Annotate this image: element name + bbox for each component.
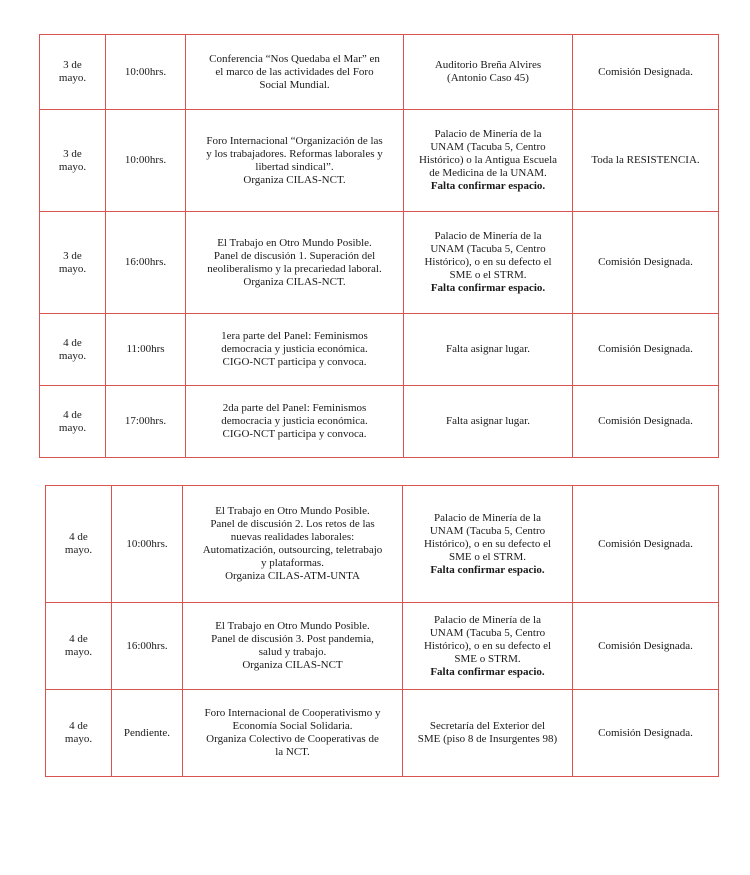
activity-text: Organiza CILAS-ATM-UNTA <box>225 570 360 582</box>
time-cell <box>106 212 186 314</box>
activity-text: y los trabajadores. Reformas laborales y <box>206 147 383 160</box>
responsible-cell <box>573 314 719 386</box>
responsible-text: Comisión Designada. <box>598 256 693 268</box>
date-text: mayo. <box>58 72 87 84</box>
date-text: 4 de <box>69 720 88 732</box>
schedule-row <box>40 386 719 458</box>
responsible-text: Comisión Designada. <box>598 726 693 739</box>
activity-text: Panel de discusión 1. Superación del <box>213 249 376 262</box>
place-cell <box>404 110 573 212</box>
activity-cell <box>186 314 404 386</box>
place-text: (Antonio Caso 45) <box>447 72 529 84</box>
place-text: Falta asignar lugar. <box>445 343 530 355</box>
date-cell <box>46 486 112 603</box>
responsible-text: Toda la RESISTENCIA. <box>591 154 700 166</box>
activity-text: salud y trabajo. <box>258 646 327 658</box>
time-text: 17:00hrs. <box>124 415 167 427</box>
time-text: 10:00hrs. <box>124 65 167 78</box>
date-text: mayo. <box>58 160 87 173</box>
time-text: 10:00hrs. <box>124 154 167 166</box>
place-note: Falta confirmar espacio. <box>430 282 546 294</box>
activity-text: Foro Internacional de Cooperativismo y <box>204 707 381 719</box>
time-text: Pendiente. <box>123 726 171 739</box>
activity-text: 1era parte del Panel: Feminismos <box>221 330 368 342</box>
place-text: UNAM (Tacuba 5, Centro <box>430 243 546 255</box>
activity-cell <box>183 486 403 603</box>
responsible-text: Comisión Designada. <box>598 415 693 427</box>
date-cell <box>40 110 106 212</box>
activity-cell <box>186 212 404 314</box>
place-cell <box>403 690 573 777</box>
place-text: Palacio de Minería de la <box>434 230 542 242</box>
place-note: Falta confirmar espacio. <box>430 665 545 678</box>
activity-text: nuevas realidades laborales: <box>230 531 355 543</box>
activity-text: la NCT. <box>275 746 310 758</box>
place-note: Falta confirmar espacio. <box>430 563 545 576</box>
date-text: 4 de <box>69 633 88 645</box>
responsible-text: Comisión Designada. <box>598 65 693 78</box>
date-text: 3 de <box>63 249 82 262</box>
date-text: mayo. <box>58 421 87 434</box>
place-cell <box>404 212 573 314</box>
activity-text: Organiza CILAS-NCT. <box>243 173 346 186</box>
date-text: 4 de <box>63 336 82 349</box>
date-text: 4 de <box>69 531 88 543</box>
time-cell <box>112 690 183 777</box>
schedule-table-1 <box>39 34 719 458</box>
activity-text: El Trabajo en Otro Mundo Posible. <box>215 505 370 517</box>
responsible-cell <box>573 386 719 458</box>
activity-text: libertad sindical”. <box>255 160 334 173</box>
activity-text: Economía Social Solidaria. <box>232 720 353 732</box>
responsible-text: Comisión Designada. <box>598 343 693 355</box>
date-text: 4 de <box>63 408 82 421</box>
activity-text: Organiza CILAS-NCT <box>242 659 343 671</box>
schedule-row <box>40 35 719 110</box>
schedule-table-2 <box>45 485 719 777</box>
date-text: mayo. <box>64 733 93 745</box>
activity-text: 2da parte del Panel: Feminismos <box>222 402 367 414</box>
time-cell <box>112 486 183 603</box>
activity-text: Panel de discusión 3. Post pandemia, <box>211 633 374 645</box>
activity-text: Organiza CILAS-NCT. <box>243 275 346 288</box>
date-cell <box>40 386 106 458</box>
place-text: Histórico), o en su defecto el <box>423 639 552 652</box>
responsible-text: Comisión Designada. <box>598 537 693 550</box>
activity-cell <box>183 603 403 690</box>
date-text: mayo. <box>64 646 93 658</box>
place-text: Palacio de Minería de la <box>434 613 541 626</box>
time-text: 16:00hrs. <box>126 639 168 652</box>
activity-text: democracia y justicia económica. <box>221 343 368 355</box>
activity-cell <box>186 386 404 458</box>
activity-text: El Trabajo en Otro Mundo Posible. <box>215 620 370 632</box>
place-text: Histórico), o en su defecto el <box>423 537 552 550</box>
activity-cell <box>183 690 403 777</box>
place-text: Auditorio Breña Alvires <box>434 59 542 71</box>
activity-text: Conferencia “Nos Quedaba el Mar” en <box>209 52 380 65</box>
schedule-table-body <box>40 35 719 458</box>
date-text: mayo. <box>58 349 87 362</box>
activity-cell <box>186 110 404 212</box>
date-cell <box>40 212 106 314</box>
schedule-row <box>46 603 719 690</box>
date-text: mayo. <box>58 262 87 275</box>
date-cell <box>46 603 112 690</box>
date-text: 3 de <box>63 59 82 71</box>
date-cell <box>40 314 106 386</box>
place-note: Falta confirmar espacio. <box>430 180 546 192</box>
schedule-row <box>40 212 719 314</box>
responsible-cell <box>573 110 719 212</box>
place-cell <box>403 486 573 603</box>
time-cell <box>106 314 186 386</box>
activity-text: Organiza Colectivo de Cooperativas de <box>206 733 379 745</box>
place-text: de Medicina de la UNAM. <box>429 167 547 179</box>
time-cell <box>112 603 183 690</box>
time-cell <box>106 386 186 458</box>
time-text: 11:00hrs <box>126 343 165 355</box>
date-text: 3 de <box>63 147 82 160</box>
responsible-cell <box>573 603 719 690</box>
activity-text: Foro Internacional “Organización de las <box>206 134 383 147</box>
place-text: SME o STRM. <box>454 652 521 665</box>
place-text: SME o el STRM. <box>448 550 526 563</box>
place-text: SME (piso 8 de Insurgentes 98) <box>417 733 558 745</box>
activity-cell <box>186 35 404 110</box>
activity-text: El Trabajo en Otro Mundo Posible. <box>217 236 372 249</box>
activity-text: CIGO-NCT participa y convoca. <box>222 428 367 440</box>
date-cell <box>46 690 112 777</box>
schedule-row <box>40 314 719 386</box>
schedule-row <box>46 486 719 603</box>
responsible-cell <box>573 690 719 777</box>
activity-text: Panel de discusión 2. Los retos de las <box>210 518 375 530</box>
place-text: UNAM (Tacuba 5, Centro <box>430 141 546 153</box>
place-cell <box>404 386 573 458</box>
place-cell <box>403 603 573 690</box>
responsible-cell <box>573 35 719 110</box>
place-text: Histórico), o en su defecto el <box>424 256 552 268</box>
activity-text: Social Mundial. <box>259 78 330 91</box>
activity-text: democracia y justicia económica. <box>221 415 368 427</box>
activity-text: neoliberalismo y la precariedad laboral. <box>207 262 382 275</box>
place-cell <box>404 35 573 110</box>
responsible-cell <box>573 486 719 603</box>
time-cell <box>106 110 186 212</box>
place-text: Palacio de Minería de la <box>434 511 541 524</box>
time-cell <box>106 35 186 110</box>
date-text: mayo. <box>64 544 93 556</box>
activity-text: el marco de las actividades del Foro <box>215 65 374 78</box>
place-text: Secretaría del Exterior del <box>429 720 546 732</box>
place-text: Falta asignar lugar. <box>445 415 530 427</box>
place-text: Histórico) o la Antigua Escuela <box>418 154 558 166</box>
place-text: UNAM (Tacuba 5, Centro <box>429 626 546 639</box>
place-text: Palacio de Minería de la <box>434 128 542 140</box>
schedule-table-body <box>46 486 719 777</box>
time-text: 10:00hrs. <box>126 537 168 550</box>
activity-text: Automatización, outsourcing, teletrabajo <box>202 544 383 556</box>
schedule-row <box>40 110 719 212</box>
activity-text: CIGO-NCT participa y convoca. <box>222 356 367 368</box>
activity-text: y plataformas. <box>261 557 324 569</box>
date-cell <box>40 35 106 110</box>
responsible-text: Comisión Designada. <box>598 639 693 652</box>
time-text: 16:00hrs. <box>124 256 167 268</box>
schedule-row <box>46 690 719 777</box>
place-text: SME o el STRM. <box>449 269 527 281</box>
place-cell <box>404 314 573 386</box>
responsible-cell <box>573 212 719 314</box>
place-text: UNAM (Tacuba 5, Centro <box>429 524 546 537</box>
